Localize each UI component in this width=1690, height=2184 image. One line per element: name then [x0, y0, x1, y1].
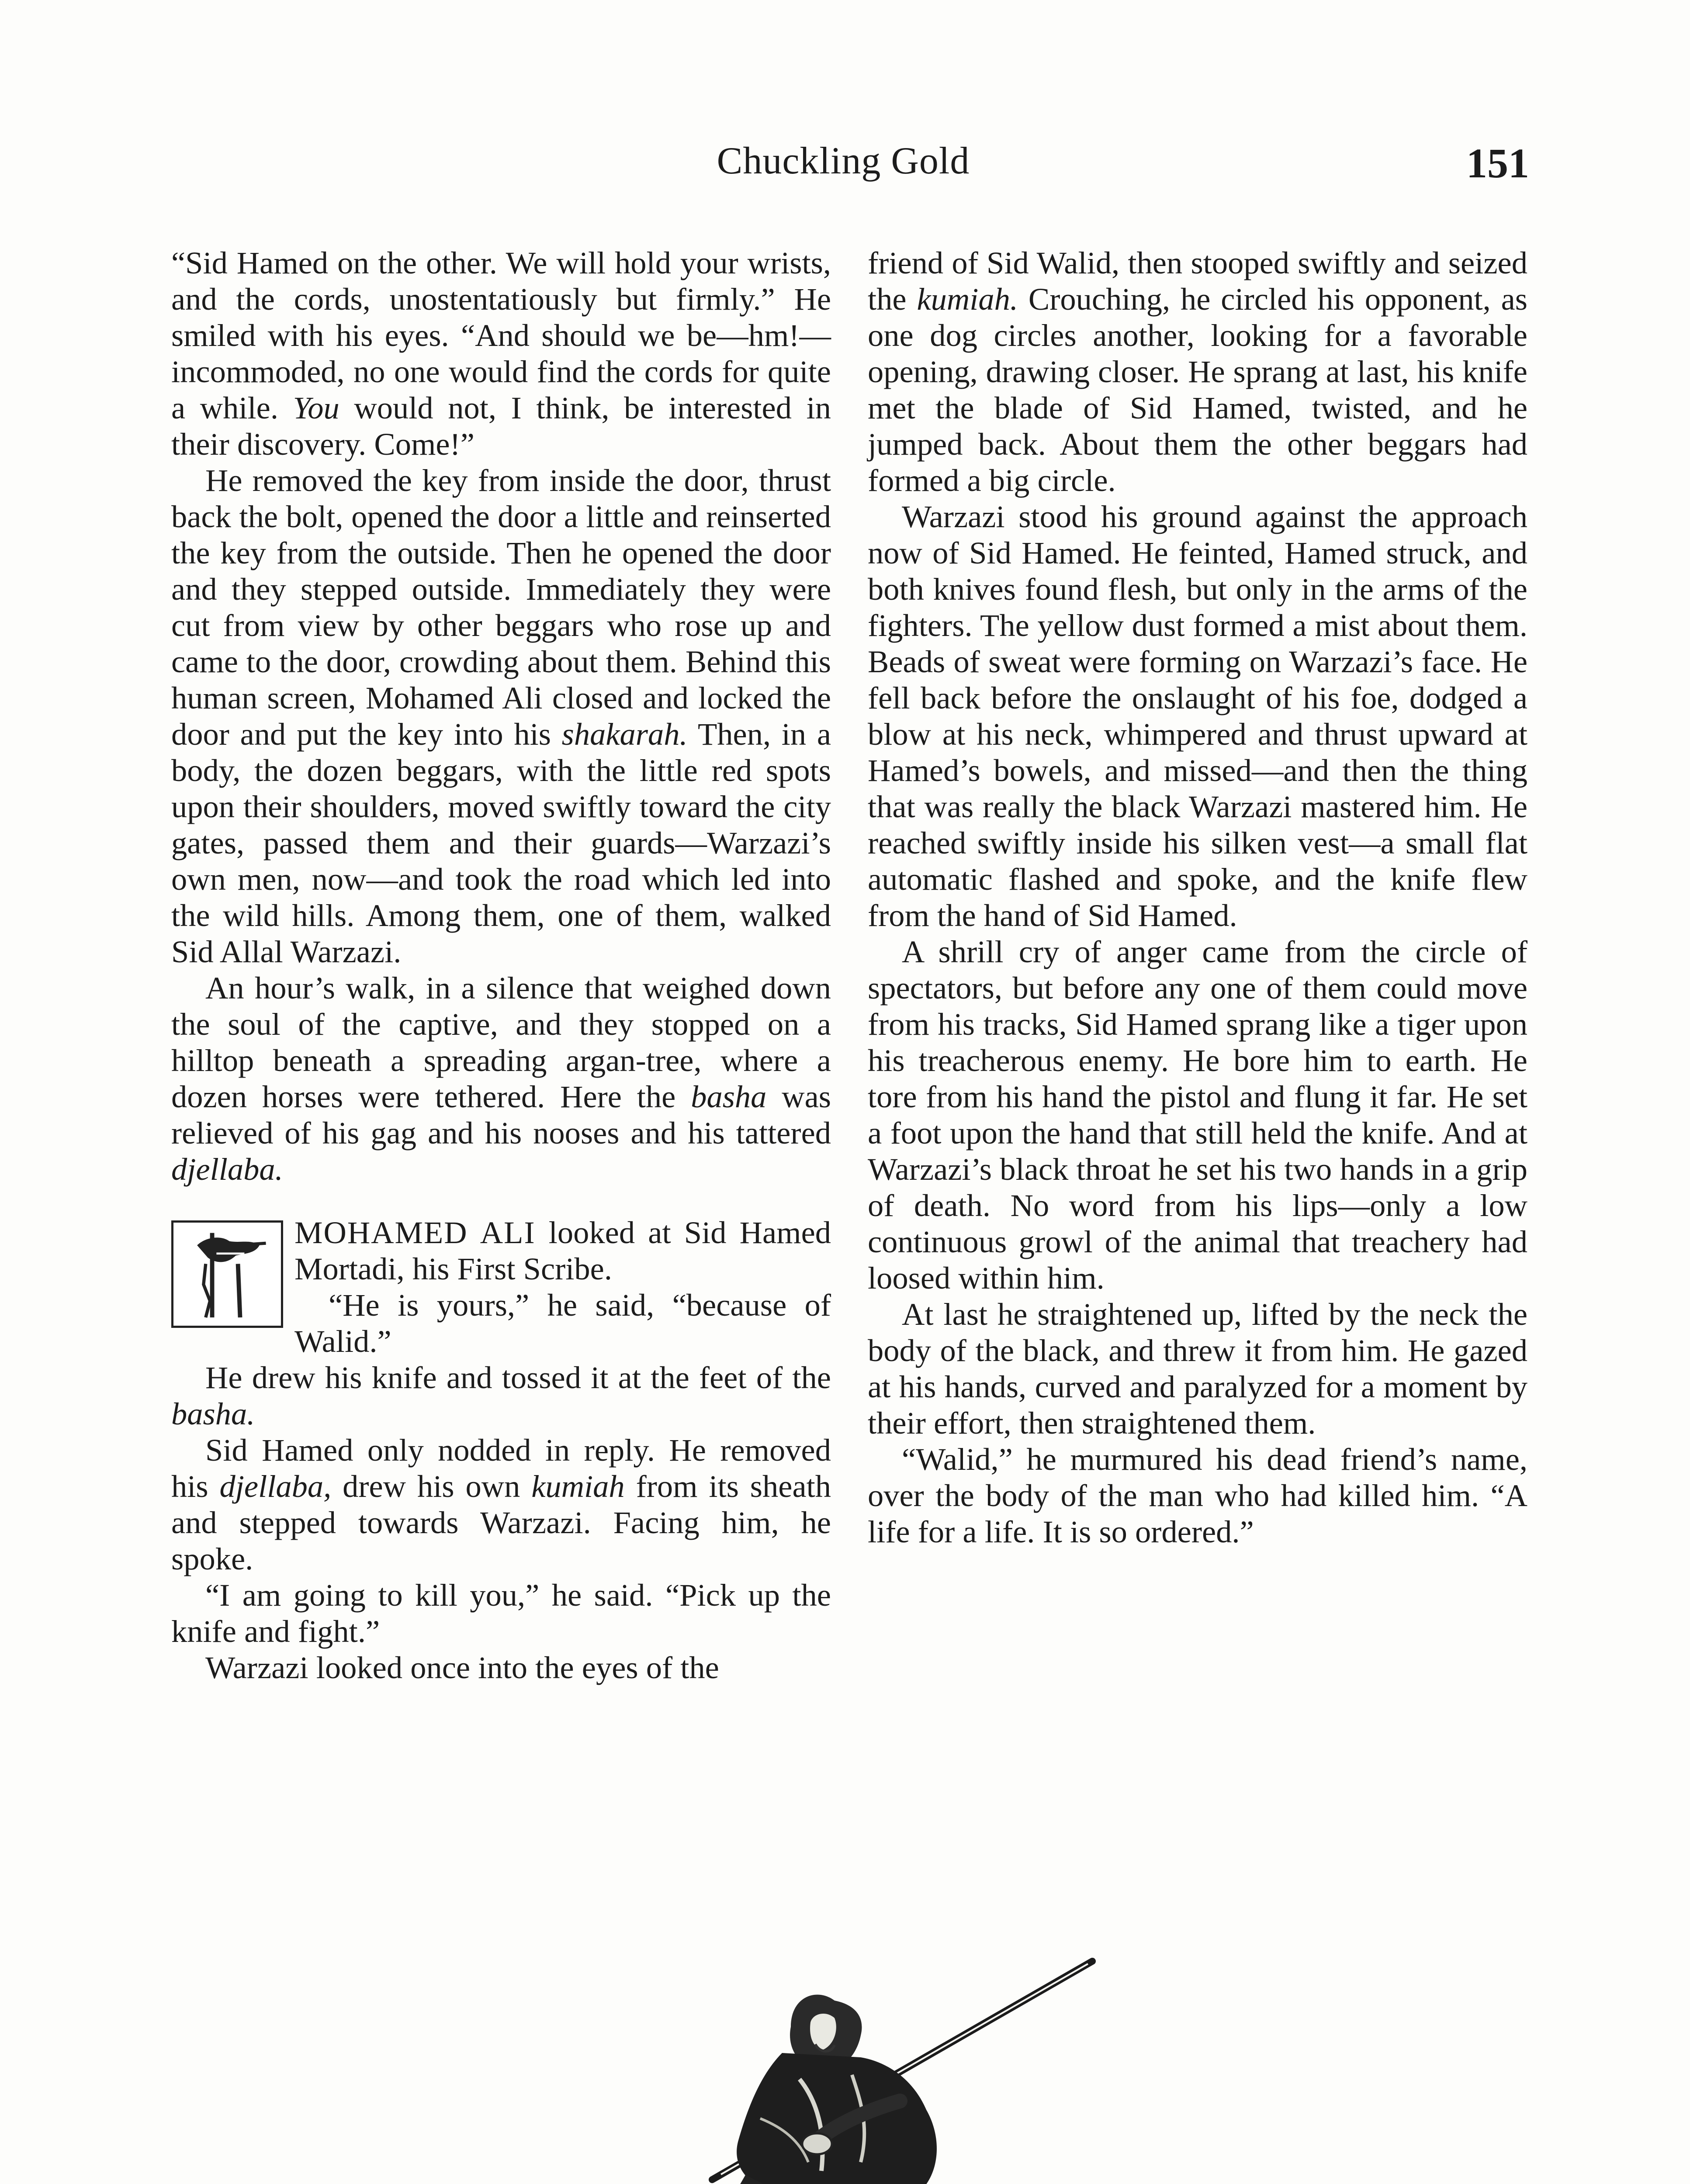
paragraph: “Walid,” he murmured his dead friend’s name, over the body of the man who had killed him. “A life for a life. It is so ordered.” [868, 1441, 1527, 1549]
paragraph: MOHAMED ALI looked at Sid Hamed Mortadi, his First Scribe. [171, 1214, 831, 1287]
hand-with-dagger-icon [171, 1220, 283, 1328]
section-break [171, 1187, 831, 1214]
paragraph: “I am going to kill you,” he said. “Pick up the knife and fight.” [171, 1577, 831, 1649]
paragraph: “He is yours,” he said, “because of Walid.” [294, 1287, 831, 1359]
page-number: 151 [1466, 140, 1529, 187]
paragraph: He removed the key from inside the door, thrust back the bolt, opened the door a little and reinserted the key from the outside. Then he opened the door and they stepped outside. Immediately they were cut from view by other beggars who rose up and came to the door, crowding about them. Behind this human screen, Mohamed Ali closed and locked the door and put the key into his shakarah. Then, in a body, the dozen beggars, with the little red spots upon their shoulders, moved swiftly toward the city gates, passed them and their guards—Warzazi’s own men, now—and took the road which led into the wild hills. Among them, one of them, walked Sid Allal Warzazi. [171, 463, 831, 969]
running-title: Chuckling Gold [717, 140, 970, 182]
paragraph: He drew his knife and tossed it at the feet of the basha. [171, 1360, 831, 1431]
crouching-figure-illustration [555, 1935, 1114, 2184]
paragraph: Warzazi looked once into the eyes of the [205, 1650, 719, 1685]
left-text-column [171, 245, 831, 1686]
paragraph: Warzazi stood his ground against the approach now of Sid Hamed. He feinted, Hamed struck, and both knives found flesh, but only in the arms of the fighters. The yellow dust formed a mist about them. Beads of sweat were forming on Warzazi’s face. He fell back before the onslaught of his foe, dodged a blow at his neck, whimpered and thrust upward at Hamed’s bowels, and missed—and then the thing that was really the black Warzazi mastered him. He reached swiftly inside his silken vest—a small flat automatic flashed and spoke, and the knife flew from the hand of Sid Hamed. [868, 499, 1527, 933]
paragraph: friend of Sid Walid, then stooped swiftly and seized the kumiah. Crouching, he circled his opponent, as one dog circles another, looking for a favorable opening, drawing closer. He sprang at last, his knife met the blade of Sid Hamed, twisted, and he jumped back. About them the other beggars had formed a big circle. [868, 245, 1528, 498]
paragraph: “Sid Hamed on the other. We will hold your wrists, and the cords, unostentatiously but firmly.” He smiled with his eyes. “And should we be—hm!—incommoded, no one would find the cords for quite a while. You would not, I think, be interested in their discovery. Come!” [171, 245, 831, 462]
paragraph: A shrill cry of anger came from the circle of spectators, but before any one of them could move from his tracks, Sid Hamed sprang like a tiger upon his treacherous enemy. He bore him to earth. He tore from his hand the pistol and flung it far. He set a foot upon the hand that still held the knife. And at Warzazi’s black throat he set his two hands in a grip of death. No word from his lips—only a low continuous growl of the animal that treachery had loosed within him. [868, 934, 1527, 1296]
right-text-column [868, 245, 1527, 1550]
paragraph: At last he straightened up, lifted by the neck the body of the black, and threw it from him. He gazed at his hands, curved and paralyzed for a moment by their effort, then straightened them. [868, 1296, 1527, 1441]
paragraph: Sid Hamed only nodded in reply. He removed his djellaba, drew his own kumiah from its sheath and stepped towards Warzazi. Facing him, he spoke. [171, 1432, 831, 1576]
paragraph: An hour’s walk, in a silence that weighed down the soul of the captive, and they stopped on a hilltop beneath a spreading argan-tree, where a dozen horses were tethered. Here the basha was relieved of his gag and his nooses and his tattered djellaba. [171, 970, 831, 1187]
